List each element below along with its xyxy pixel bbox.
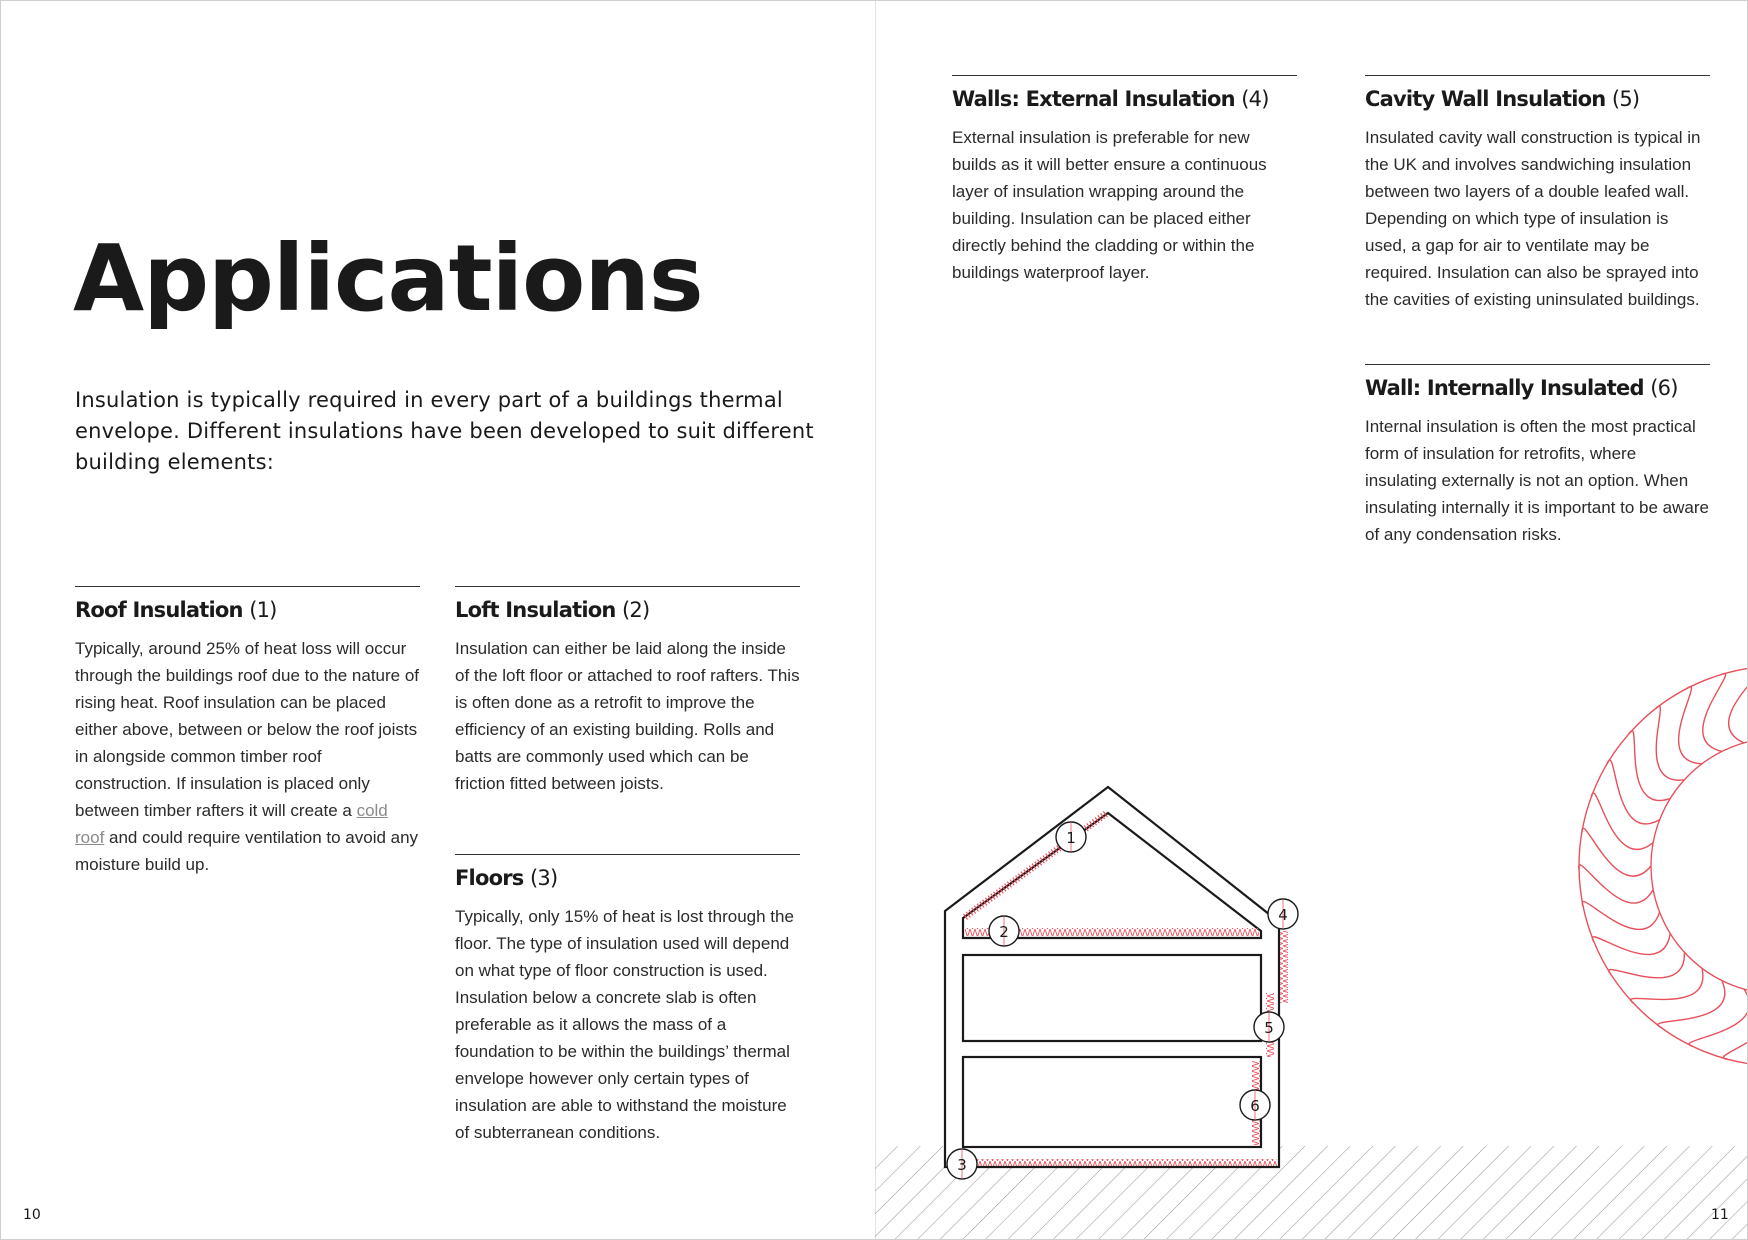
section-wall-internally-insulated bbox=[1365, 364, 1710, 548]
heading-text: Roof Insulation bbox=[75, 598, 243, 622]
wreath-loop bbox=[1582, 901, 1659, 929]
wreath-loop bbox=[1658, 981, 1725, 1028]
section-body: External insulation is preferable for new builds as it will better ensure a continuous layer of insulation wrapping around the building. Insulation can be placed either directly behind the cladding or within the buildings waterproof layer. bbox=[952, 128, 1267, 282]
section-loft-insulation bbox=[455, 586, 800, 797]
marker-6 bbox=[1240, 1090, 1270, 1120]
section-body: Insulated cavity wall construction is typical in the UK and involves sandwiching insulation between two layers of a double leafed wall. Depending on which type of insulation is used, a gap for air to ventilate may be required. Insulation can also be sprayed into the cavities of existing uninsulated buildings. bbox=[1365, 128, 1701, 309]
section-heading bbox=[455, 595, 800, 625]
section-heading bbox=[75, 595, 420, 625]
marker-2 bbox=[989, 916, 1019, 946]
cold-roof-link[interactable]: cold roof bbox=[75, 801, 388, 847]
wreath-loop bbox=[1679, 687, 1702, 764]
wreath-loop bbox=[1607, 760, 1660, 824]
heading-number: (3) bbox=[529, 866, 558, 890]
heading-text: Floors bbox=[455, 866, 524, 890]
heading-text: Cavity Wall Insulation bbox=[1365, 87, 1606, 111]
floor-insulation-band bbox=[965, 1159, 1277, 1166]
lower-room bbox=[963, 1057, 1261, 1147]
external-wall-insulation-band bbox=[1280, 931, 1288, 1003]
page-title: Applications bbox=[73, 225, 703, 332]
section-walls-external-insulation bbox=[952, 75, 1297, 286]
marker-label: 6 bbox=[1250, 1097, 1260, 1115]
marker-label: 4 bbox=[1278, 906, 1288, 924]
heading-number: (6) bbox=[1650, 376, 1678, 400]
wreath-loop bbox=[1703, 673, 1726, 751]
wreath-loop bbox=[1723, 994, 1748, 1060]
body-text: and could require ventilation to avoid any moisture build up. bbox=[75, 828, 419, 874]
page-number-right: 11 bbox=[1711, 1207, 1729, 1223]
marker-label: 2 bbox=[999, 923, 1009, 941]
marker-label: 3 bbox=[957, 1156, 967, 1174]
wreath-loop bbox=[1656, 706, 1685, 780]
marker-label: 5 bbox=[1264, 1019, 1274, 1037]
heading-number: (2) bbox=[622, 598, 650, 622]
section-heading bbox=[1365, 84, 1710, 114]
wreath-loop bbox=[1629, 731, 1671, 801]
heading-number: (4) bbox=[1241, 87, 1269, 111]
marker-4 bbox=[1268, 899, 1298, 929]
wreath-loop bbox=[1631, 968, 1703, 1003]
section-floors bbox=[455, 854, 800, 1146]
marker-5 bbox=[1254, 1012, 1284, 1042]
section-body: Internal insulation is often the most practical form of insulation for retrofits, where insulating externally is not an option. When insulating internally it is important to be aware of any condensation risks. bbox=[1365, 417, 1709, 544]
wreath-loop bbox=[1689, 989, 1748, 1047]
marker-3 bbox=[947, 1149, 977, 1179]
heading-text: Walls: External Insulation bbox=[952, 87, 1235, 111]
section-heading bbox=[952, 84, 1297, 114]
wreath-loop bbox=[1609, 952, 1685, 978]
marker-label: 1 bbox=[1066, 829, 1076, 847]
wreath-loop bbox=[1592, 933, 1670, 954]
section-heading bbox=[1365, 373, 1710, 403]
wreath-loop bbox=[1729, 667, 1748, 743]
heading-number: (5) bbox=[1611, 87, 1640, 111]
body-text: Typically, around 25% of heat loss will occur through the buildings roof due to the nature of rising heat. Roof insulation can be placed either above, between or below the roof joists in alongside common timber roof construction. If insulation is placed only between timber rafters it will create a bbox=[75, 639, 420, 820]
section-cavity-wall-insulation bbox=[1365, 75, 1710, 313]
section-body: Typically, only 15% of heat is lost through the floor. The type of insulation used will depend on what type of floor construction is used. Insulation below a concrete slab is often preferable as it allows the mass of a foundation to be within the buildings’ thermal envelope however only certain types of insulation are able to withstand the moisture of subterranean conditions. bbox=[455, 907, 794, 1142]
section-roof-insulation bbox=[75, 586, 420, 878]
heading-number: (1) bbox=[249, 598, 277, 622]
marker-1 bbox=[1056, 822, 1086, 852]
wreath-loop bbox=[1579, 865, 1653, 903]
intro-paragraph: Insulation is typically required in every part of a buildings thermal envelope. Different insulations have been developed to suit different building elements: bbox=[75, 388, 814, 474]
page-number-left: 10 bbox=[23, 1207, 41, 1223]
upper-room bbox=[963, 955, 1261, 1041]
section-body bbox=[75, 635, 420, 878]
insulation-wreath-illustration bbox=[1561, 661, 1748, 1081]
section-heading bbox=[455, 863, 800, 893]
section-body: Insulation can either be laid along the inside of the loft floor or attached to roof rafters. This is often done as a retrofit to improve the efficiency of an existing building. Rolls and batts are commonly used which can be friction fitted between joists. bbox=[455, 639, 800, 793]
heading-text: Wall: Internally Insulated bbox=[1365, 376, 1644, 400]
heading-text: Loft Insulation bbox=[455, 598, 616, 622]
